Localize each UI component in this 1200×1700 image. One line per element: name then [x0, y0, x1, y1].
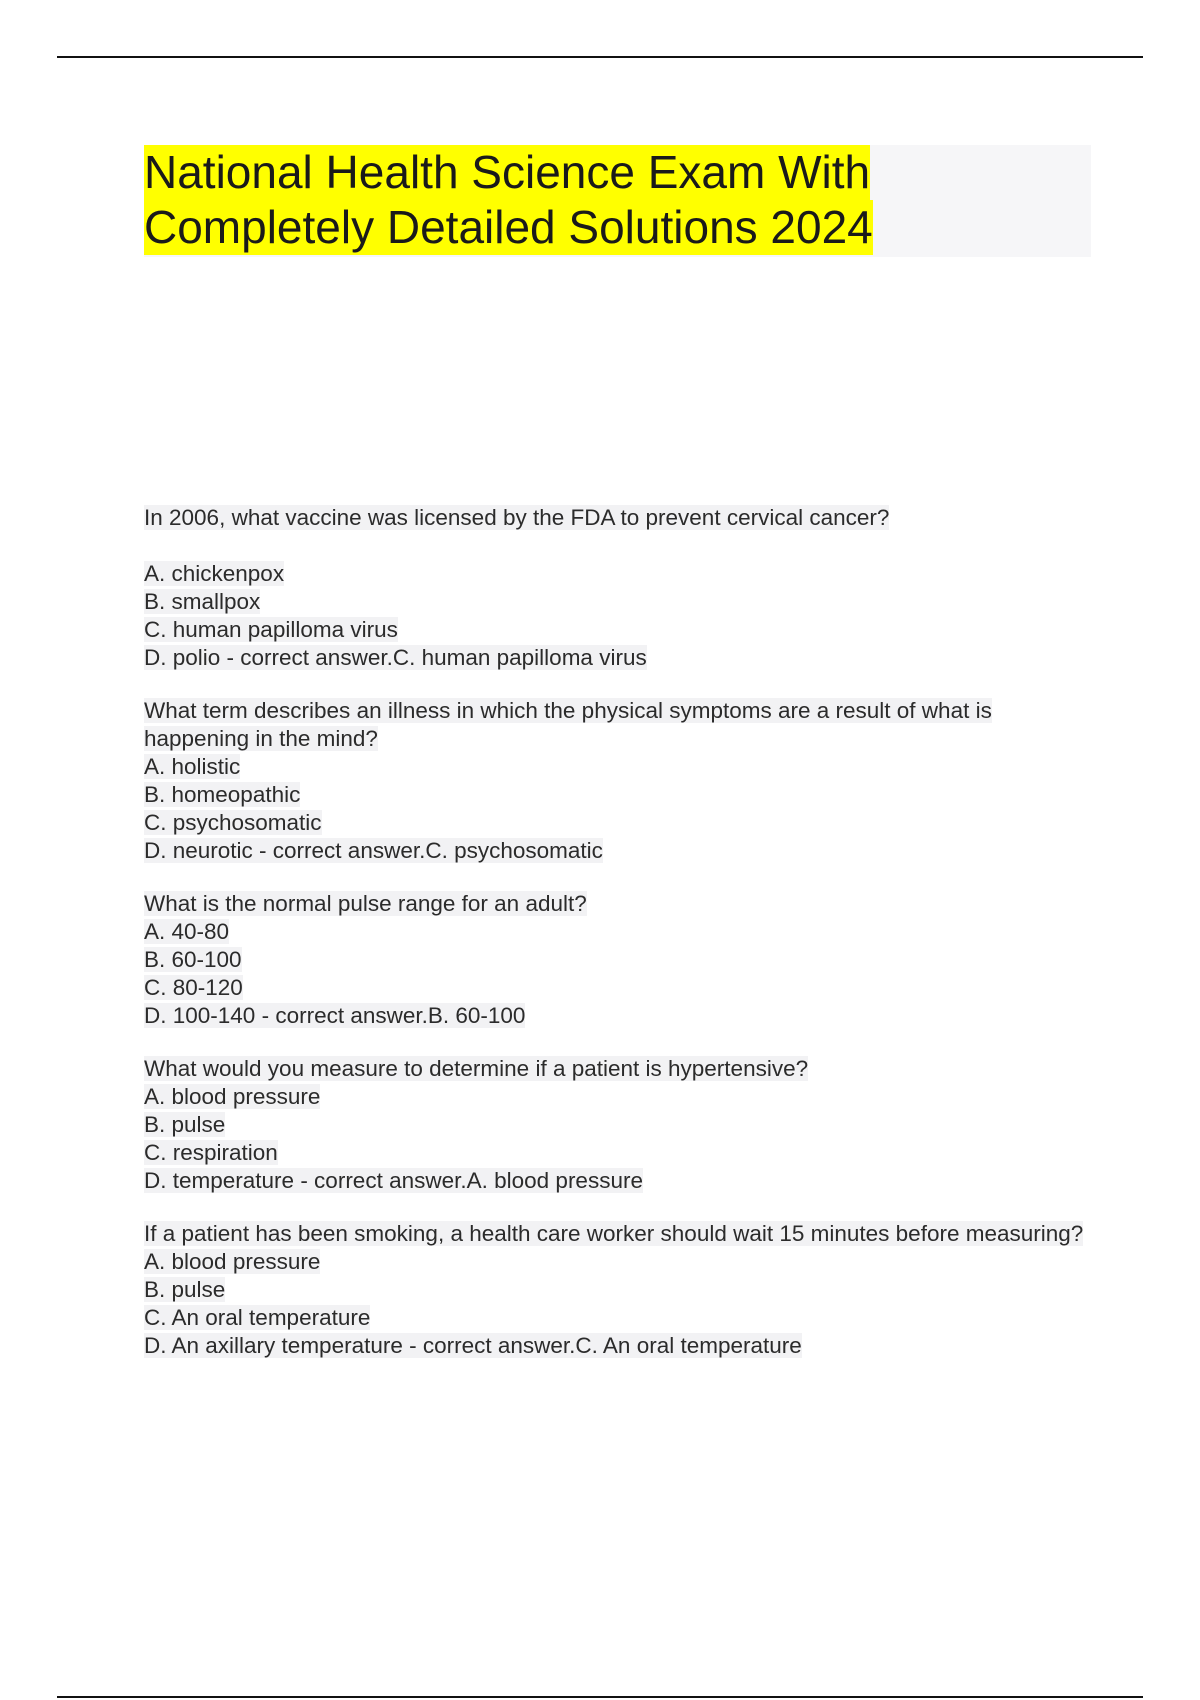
question-list	[144, 504, 1094, 1385]
answer-option: B. smallpox	[144, 589, 261, 614]
question-stem: What is the normal pulse range for an adult?	[144, 891, 587, 916]
answer-option: C. human papilloma virus	[144, 617, 398, 642]
answer-option-with-solution: D. An axillary temperature - correct answer.C. An oral temperature	[144, 1333, 802, 1358]
question-stem: In 2006, what vaccine was licensed by the FDA to prevent cervical cancer?	[144, 505, 890, 530]
question-stem: What term describes an illness in which the physical symptoms are a result of what is happening in the mind?	[144, 698, 992, 751]
top-rule	[57, 56, 1143, 58]
answer-option-with-solution: D. polio - correct answer.C. human papilloma virus	[144, 645, 647, 670]
document-title	[144, 145, 914, 255]
question-4	[144, 1055, 1094, 1195]
answer-option: C. An oral temperature	[144, 1305, 371, 1330]
answer-option-with-solution: D. temperature - correct answer.A. blood pressure	[144, 1168, 643, 1193]
answer-option-with-solution: D. 100-140 - correct answer.B. 60-100	[144, 1003, 526, 1028]
answer-option: A. blood pressure	[144, 1249, 321, 1274]
answer-option-with-solution: D. neurotic - correct answer.C. psychosomatic	[144, 838, 603, 863]
answer-option: A. chickenpox	[144, 561, 285, 586]
title-line-2: Completely Detailed Solutions 2024	[144, 201, 873, 253]
answer-option: C. psychosomatic	[144, 810, 322, 835]
answer-option: B. 60-100	[144, 947, 242, 972]
title-line-1: National Health Science Exam With	[144, 146, 871, 198]
bottom-rule	[57, 1696, 1143, 1698]
question-stem: If a patient has been smoking, a health care worker should wait 15 minutes before measuring?	[144, 1221, 1084, 1246]
answer-option: B. pulse	[144, 1277, 226, 1302]
answer-option: A. 40-80	[144, 919, 230, 944]
answer-option: C. 80-120	[144, 975, 243, 1000]
question-2	[144, 697, 1094, 865]
answer-option: A. blood pressure	[144, 1084, 321, 1109]
question-3	[144, 890, 1094, 1030]
answer-option: A. holistic	[144, 754, 241, 779]
answer-option: B. pulse	[144, 1112, 226, 1137]
question-5	[144, 1220, 1094, 1360]
answer-option: C. respiration	[144, 1140, 278, 1165]
question-stem: What would you measure to determine if a patient is hypertensive?	[144, 1056, 809, 1081]
answer-option: B. homeopathic	[144, 782, 301, 807]
question-1	[144, 504, 1094, 672]
